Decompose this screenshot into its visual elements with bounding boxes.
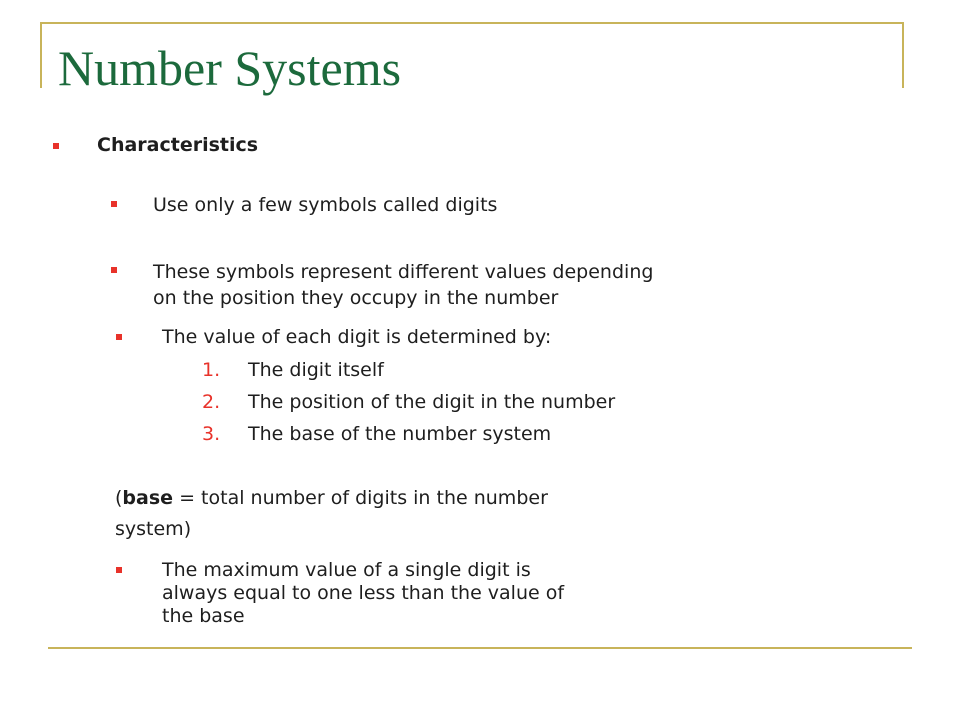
base-definition-rest: = total number of digits in the number — [173, 487, 548, 509]
list-number: 3. — [202, 423, 221, 445]
base-definition-line2: system) — [115, 518, 192, 540]
list-item-text: The base of the number system — [248, 423, 552, 445]
frame-right-line — [902, 22, 904, 88]
bullet-text: on the position they occupy in the number — [153, 287, 559, 309]
bullet-text: The maximum value of a single digit is — [162, 559, 531, 581]
bullet-square-icon — [111, 267, 117, 273]
bullet-square-icon — [111, 201, 117, 207]
bullet-text: the base — [162, 605, 245, 627]
frame-left-line — [40, 22, 42, 88]
frame-bottom-line — [48, 647, 912, 649]
base-term: base — [122, 487, 174, 509]
frame-top-line — [40, 22, 904, 24]
bullet-square-icon — [116, 567, 122, 573]
bullet-text: These symbols represent different values depending — [153, 261, 654, 283]
bullet-text: always equal to one less than the value of — [162, 582, 565, 604]
bullet-square-icon — [53, 143, 59, 149]
bullet-text: Use only a few symbols called digits — [153, 194, 498, 216]
bullet-square-icon — [116, 334, 122, 340]
base-definition-line1 — [115, 485, 548, 511]
bullet-text: The value of each digit is determined by: — [162, 326, 552, 348]
list-item-text: The digit itself — [248, 359, 384, 381]
list-number: 1. — [202, 359, 221, 381]
open-paren: ( — [115, 487, 123, 509]
list-item-text: The position of the digit in the number — [248, 391, 616, 413]
heading-characteristics: Characteristics — [97, 134, 259, 156]
list-number: 2. — [202, 391, 221, 413]
slide-title: Number Systems — [58, 40, 402, 96]
